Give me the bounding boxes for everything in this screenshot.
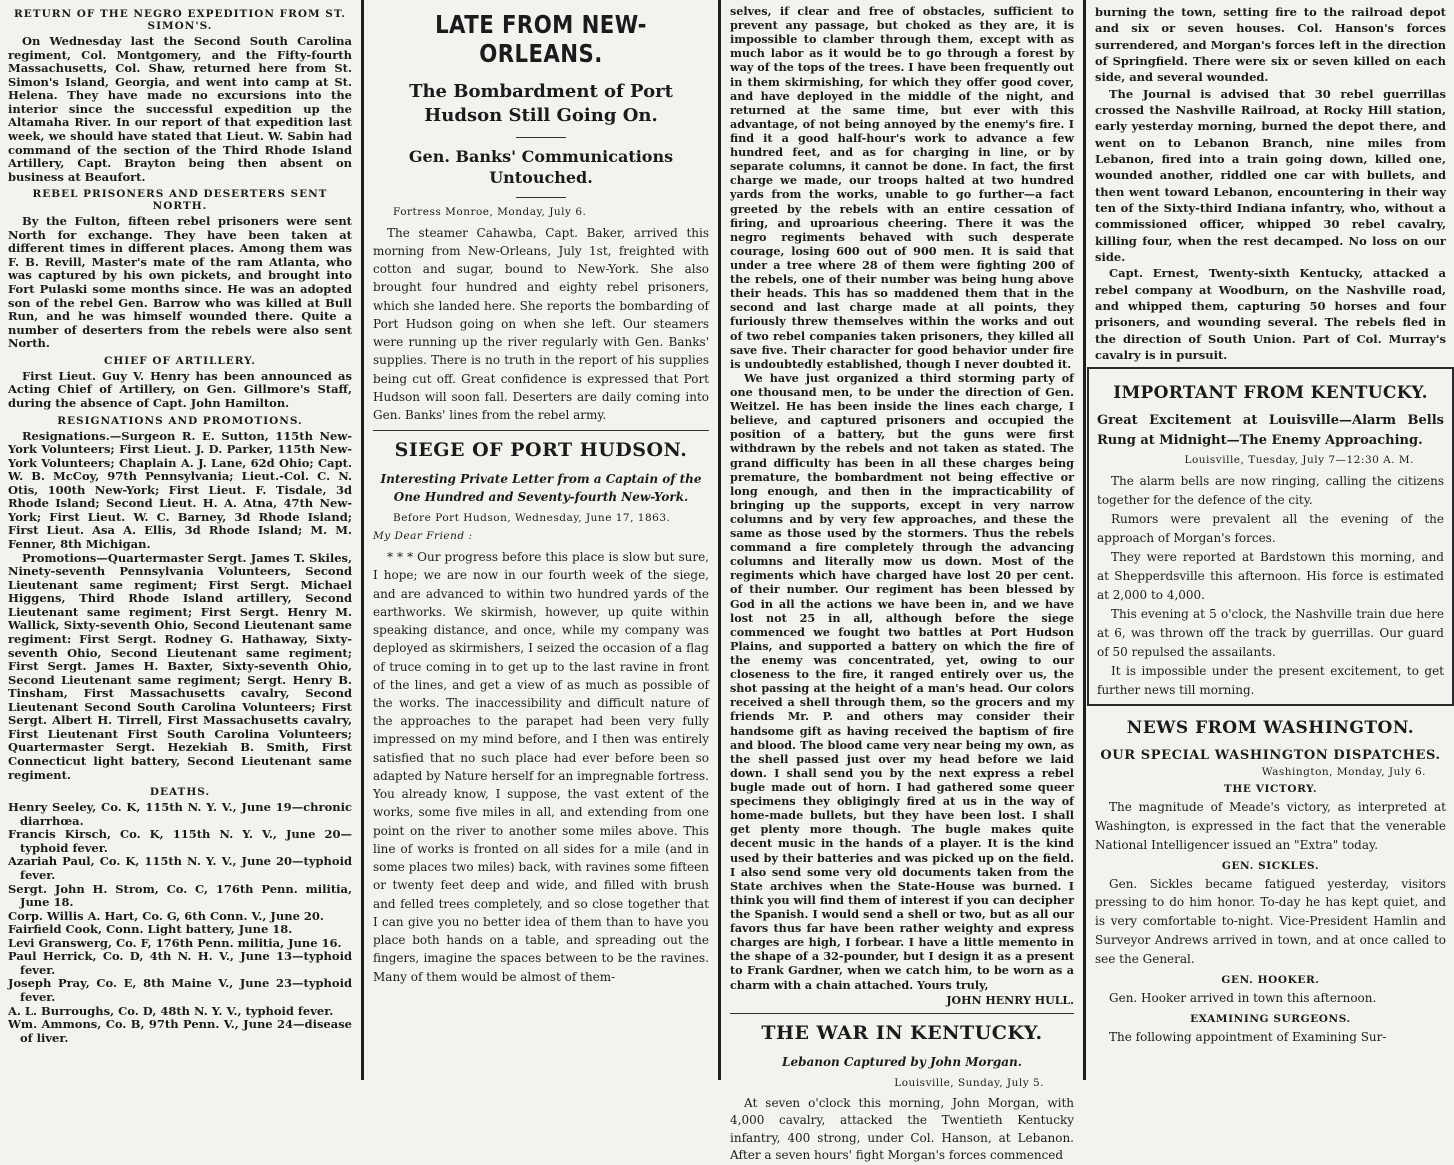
section-heading-hooker: GEN. HOOKER. (1221, 974, 1320, 987)
deck-headline: Great Excitement at Louisville—Alarm Bells Rung at Midnight—The Enemy Approaching. (1097, 413, 1444, 448)
article-paragraph: The alarm bells are now ringing, calling the citizens together for the defence of the city. (1097, 474, 1444, 508)
death-entry: Paul Herrick, Co. D, 4th N. H. V., June 13—typhoid fever. (8, 949, 352, 977)
article-paragraph: It is impossible under the present excitement, to get further news till morning. (1097, 663, 1444, 697)
section-heading-rebel-prisoners: REBEL PRISONERS AND DESERTERS SENT NORTH. (32, 188, 328, 213)
section-heading-examining-surgeons: EXAMINING SURGEONS. (1190, 1013, 1351, 1026)
article-paragraph: Rumors were prevalent all the evening of the approach of Morgan's forces. (1097, 512, 1444, 546)
article-paragraph: burning the town, setting fire to the railroad depot and six or seven houses. Col. Hanson's forces surrendered, and Morgan's forces left in the direction of Springfield. There were six or seven killed on each side, and several wounded. (1095, 5, 1446, 85)
salutation: My Dear Friend : (373, 530, 473, 543)
divider (516, 197, 566, 198)
letter-signature: JOHN HENRY HULL. (946, 993, 1074, 1007)
article-paragraph: The following appointment of Examining Sur- (1109, 1030, 1387, 1045)
letter-paragraph: We have just organized a third storming party of one thousand men, to be under the direction of Gen. Weitzel. He has been inside the lines each charge, I believe, and captured prisoners and occupied the position of a battery, but the guns were first withdrawn by the rebels and not taken as stated. The grand difficulty has been in all these charges being premature, the bombardment not being effective or long enough, and then in the impracticability of bringing up the supports, except in very narrow columns and by very few approaches, and these the same as those used by the stormers. Thus the rebels command a fire completely through the advancing columns and literally mow us down. Most of the regiments which have charged have lost 20 per cent. of their number. Our regiment has been blessed by God in all the actions we have been in, and we have lost not 25 in all, although before the siege commenced we fought two battles at Port Hudson Plains, and supported a battery on which the fire of the enemy was concentrated, yet, owing to our closeness to the fire, it ranged entirely over us, the shot passing at the height of a man's head. Our colors received a shell through them, so the grocers and my friends Mr. P. and others may consider their handsome gift as having received the baptism of fire and blood. The blood came very near being my own, as the shell passed just over my head before we laid down. I shall send you by the next express a rebel bugle made out of horn. I had gathered some queer specimens they obligingly fired at us in the way of home-made bullets, but they have been lost. I shall get plenty more though. The bugle makes quite decent music in the hands of a player. It is the kind used by their batteries and was picked up on the field. I also send some very old documents taken from the State archives when the State-House was burned. I think you will find them of interest if you can decipher the Spanish. I would send a shell or two, but as all our favors thus far have been rather weighty and express charges are high, I forbear. I have a little memento in the shape of a 32-pounder, but I design it as a present to Frank Gardner, when we catch him, to be worn as a charm with a chain attached. Yours truly, (730, 370, 1074, 992)
death-entry: Sergt. John H. Strom, Co. C, 176th Penn. militia, June 18. (8, 881, 352, 910)
article-paragraph: On Wednesday last the Second South Carolina regiment, Col. Montgomery, and the Fifty-fourth Massachusetts, Col. Shaw, returned here from St. Simon's Island, Georgia, and went into camp at St. Helena. They have made no excursions into the interior since the successful expedition up the Altamaha River. In our report of that expedition last week, we should have stated that Lieut. W. Sabin had command of the section of the Third Rhode Island Artillery, Capt. Brayton being then absent on business at Beaufort. (8, 34, 352, 184)
article-paragraph: The Journal is advised that 30 rebel guerrillas crossed the Nashville Railroad, at Rocky Hill station, early yesterday morning, burned the depot there, and went on to Lebanon Branch, nine miles from Lebanon, fired into a train going down, killed one, wounded another, riddled one car with bullets, and then went toward Lebanon, encountering in their way ten of the Sixty-third Indiana infantry, who, without a commissioned officer, whipped 30 rebel cavalry, killing four, when the rest decamped. No loss on our side. (1095, 86, 1446, 264)
article-paragraph: Gen. Sickles became fatigued yesterday, visitors pressing to do him honor. To-day he has kept quiet, and is very comfortable to-night. Vice-President Hamlin and Surveyor Andrews arrived in town, and at once called to see the General. (1095, 876, 1446, 967)
article-subtitle: OUR SPECIAL WASHINGTON DISPATCHES. (1100, 747, 1441, 763)
article-subtitle: Interesting Private Letter from a Captain of the One Hundred and Seventy-fourth New-York. (380, 472, 702, 504)
article-paragraph: First Lieut. Guy V. Henry has been announced as Acting Chief of Artillery, on Gen. Gillmore's Staff, during the absence of Capt. John Hamilton. (8, 368, 352, 410)
dateline: Louisville, Tuesday, July 7—12:30 A. M. (1184, 454, 1414, 467)
article-title-new-orleans: LATE FROM NEW-ORLEANS. (435, 10, 647, 68)
dateline: Before Port Hudson, Wednesday, June 17, 1863. (393, 512, 671, 525)
death-entry: Fairfield Cook, Conn. Light battery, June 18. (8, 922, 293, 937)
article-title-siege: SIEGE OF PORT HUDSON. (394, 439, 688, 462)
article-paragraph: At seven o'clock this morning, John Morgan, with 4,000 cavalry, attacked the Twentieth Kentucky infantry, 400 strong, under Col. Hanson, at Lebanon. After a seven hours' fight Morgan's forces commenced (730, 1096, 1074, 1163)
death-entry: Francis Kirsch, Co. K, 115th N. Y. V., June 20—typhoid fever. (8, 827, 352, 855)
article-title-important-kentucky: IMPORTANT FROM KENTUCKY. (1113, 383, 1428, 404)
column-3 (722, 0, 1082, 1163)
section-heading-deaths: DEATHS. (149, 786, 211, 799)
section-heading-sickles: GEN. SICKLES. (1221, 859, 1320, 872)
death-entry: Levi Granswerg, Co. F, 176th Penn. militia, June 16. (8, 935, 342, 950)
section-heading-resignations: RESIGNATIONS AND PROMOTIONS. (57, 414, 303, 427)
deck-headline: The Bombardment of Port Hudson Still Going On. (409, 81, 673, 127)
death-entry: Joseph Pray, Co. E, 8th Maine V., June 23—typhoid fever. (8, 976, 352, 1004)
column-rule (718, 0, 721, 1080)
article-title-news-washington: NEWS FROM WASHINGTON. (1126, 717, 1415, 738)
death-entry: Corp. Willis A. Hart, Co. G, 6th Conn. V., June 20. (8, 908, 324, 923)
dateline: Louisville, Sunday, July 5. (894, 1077, 1044, 1090)
column-2 (365, 0, 717, 1080)
promotions-paragraph: Promotions—Quartermaster Sergt. James T. Skiles, Ninety-seventh Pennsylvania Volunteers, Second Lieutenant same regiment; First Sergt. Michael Higgens, Third Rhode Island artillery, Second Lieutenant same regiment; First Sergt. Henry M. Wallick, Sixty-seventh Ohio, Second Lieutenant same regiment: First Sergt. Rodney G. Hathaway, Sixty-seventh Ohio, Second Lieutenant same regiment; First Sergt. James H. Baxter, Sixty-seventh Ohio, Second Lieutenant same regiment; Sergt. Henry B. Tinsham, First Massachusetts cavalry, Second Lieutenant Second South Carolina Volunteers; First Sergt. Albert H. Tirrell, First Massachusetts cavalry, First Lieutenant First South Carolina Volunteers; Quartermaster Sergt. Hezekiah B. Smith, First Connecticut light battery, Second Lieutenant same regiment. (8, 550, 352, 782)
article-paragraph: They were reported at Bardstown this morning, and at Shepperdsville this afternoon. His force is estimated at 2,000 to 4,000. (1097, 550, 1444, 602)
death-entry: Wm. Ammons, Co. B, 97th Penn. V., June 24—disease of liver. (8, 1017, 352, 1045)
column-1 (0, 0, 360, 1080)
article-subtitle: Lebanon Captured by John Morgan. (782, 1054, 1022, 1069)
section-heading-victory: THE VICTORY. (1223, 782, 1318, 795)
divider (373, 430, 709, 431)
article-paragraph: Gen. Hooker arrived in town this afternoon. (1109, 991, 1377, 1006)
article-title-war-in-kentucky: THE WAR IN KENTUCKY. (761, 1021, 1043, 1044)
column-rule (1083, 0, 1086, 1080)
deck-headline: Gen. Banks' Communications Untouched. (408, 146, 674, 188)
deaths-list (8, 801, 352, 1045)
dateline: Fortress Monroe, Monday, July 6. (393, 205, 587, 218)
article-paragraph: By the Fulton, fifteen rebel prisoners were sent North for exchange. They have been taken at different times in different places. Among them was F. B. Revill, Master's mate of the ram Atlanta, who was captured by his own pickets, and brought into Fort Pulaski some months since. He was an adopted son of the rebel Gen. Barrow who was killed at Bull Run, and he was himself wounded there. Quite a number of deserters from the rebels were also sent North. (8, 214, 352, 351)
article-paragraph: This evening at 5 o'clock, the Nashville train due here at 6, was thrown off the track by guerrillas. Our guard of 50 repulsed the assailants. (1097, 606, 1444, 659)
article-paragraph: The steamer Cahawba, Capt. Baker, arrived this morning from New-Orleans, July 1st, freighted with cotton and sugar, bound to New-York. She also brought four hundred and eighty rebel prisoners, which she landed here. She reports the bombarding of Port Hudson going on when she left. Our steamers were running up the river regularly with Gen. Banks' supplies. There is no truth in the report of his supplies being cut off. Great confidence is expressed that Port Hudson will soon fall. Deserters are daily coming into Gen. Banks' lines from the rebel army. (373, 225, 709, 423)
resignations-paragraph: Resignations.—Surgeon R. E. Sutton, 115th New-York Volunteers; First Lieut. J. D. Parker, 115th New-York Volunteers; Chaplain A. J. Lane, 62d Ohio; Capt. W. B. McCoy, 97th Pennsylvania; Lieut.-Col. C. N. Otis, 100th New-York; First Lieut. F. Tisdale, 3d Rhode Island; Second Lieut. H. A. Atna, 47th New-York; First Lieut. W. C. Barney, 3d Rhode Island; First Lieut. Asa A. Ellis, 3d Rhode Island; M. M. Fenner, 8th Michigan. (8, 428, 352, 551)
section-heading-chief-of-artillery: CHIEF OF ARTILLERY. (104, 354, 256, 367)
article-paragraph: The magnitude of Meade's victory, as interpreted at Washington, is expressed in the fact that the venerable National Intelligencer issued an "Extra" today. (1095, 799, 1446, 852)
article-paragraph: Capt. Ernest, Twenty-sixth Kentucky, attacked a rebel company at Woodburn, on the Nashville road, and whipped them, capturing 50 horses and four prisoners, and wounding several. The rebels fled in the direction of South Union. Part of Col. Murray's cavalry is in pursuit. (1095, 266, 1446, 362)
dateline: Washington, Monday, July 6. (1261, 765, 1426, 778)
letter-paragraph: * * * Our progress before this place is slow but sure, I hope; we are now in our fourth week of the siege, and are advanced to within two hundred yards of the earthworks. We skirmish, however, up quite within speaking distance, and once, while my company was deployed as skirmishers, I seized the occasion of a flag of truce coming in to get up to the last ravine in front of the lines, and get a view of as much as possible of the works. The inaccessibility and difficult nature of the approaches to the parapet had been very fully impressed on my mind before, and I then was entirely satisfied that no such place had ever before been so adapted by Nature herself for an impregnable fortress. You already know, I suppose, the vast extent of the works, some five miles in all, and extending from one point on the river to another some miles above. This line of works is fronted on all sides for a mile (and in some places two miles) back, with ravines some fifteen or twenty feet deep and wide, and filled with brush and felled trees completely, and so close together that I can give you no better idea of them than to have you place both hands on a table, and spreading out the fingers, imagine the spaces between to be the ravines. Many of them would be almost of them- (373, 550, 709, 984)
column-4 (1087, 0, 1454, 1080)
divider (516, 137, 566, 138)
death-entry: Azariah Paul, Co. K, 115th N. Y. V., June 20—typhoid fever. (8, 854, 352, 882)
column-rule (361, 0, 364, 1080)
divider (730, 1013, 1074, 1014)
letter-paragraph: selves, if clear and free of obstacles, sufficient to prevent any passage, but choked as they are, it is impossible to clamber through them, except with as much labor as it would be to go through a forest by way of the tops of the trees. I have been frequently out in them skirmishing, for which they offer good cover, and have deployed in the middle of the night, and returned at the same time, but ever with this advantage, of not being annoyed by the enemy's fire. I find it a good half-hour's work to advance a few hundred feet, and as for charging in line, or by separate columns, it cannot be done. In fact, the first charge we made, our troops halted at two hundred yards from the works, unable to go further—a fact greeted by the rebels with an entire cessation of firing, and uproarious cheering. There it was the negro regiments behaved with such desperate courage, losing 600 out of 900 men. It is said that under a tree where 28 of them were fighting 200 of the rebels, one of their number was being hung above their heads. This has so maddened them that in the second and last charge made at all points, they furiously threw themselves within the works and out of two rebel companies taken prisoners, they killed all save five. Their character for good behavior under fire is undoubtedly established, though I never doubted it. (730, 4, 1074, 371)
death-entry: Henry Seeley, Co. K, 115th N. Y. V., June 19—chronic diarrhœa. (8, 800, 352, 828)
death-entry: A. L. Burroughs, Co. D, 48th N. Y. V., typhoid fever. (8, 1003, 334, 1018)
article-title-negro-expedition: RETURN OF THE NEGRO EXPEDITION FROM ST. SIMON'S. (14, 8, 346, 32)
kentucky-box (1087, 367, 1454, 705)
